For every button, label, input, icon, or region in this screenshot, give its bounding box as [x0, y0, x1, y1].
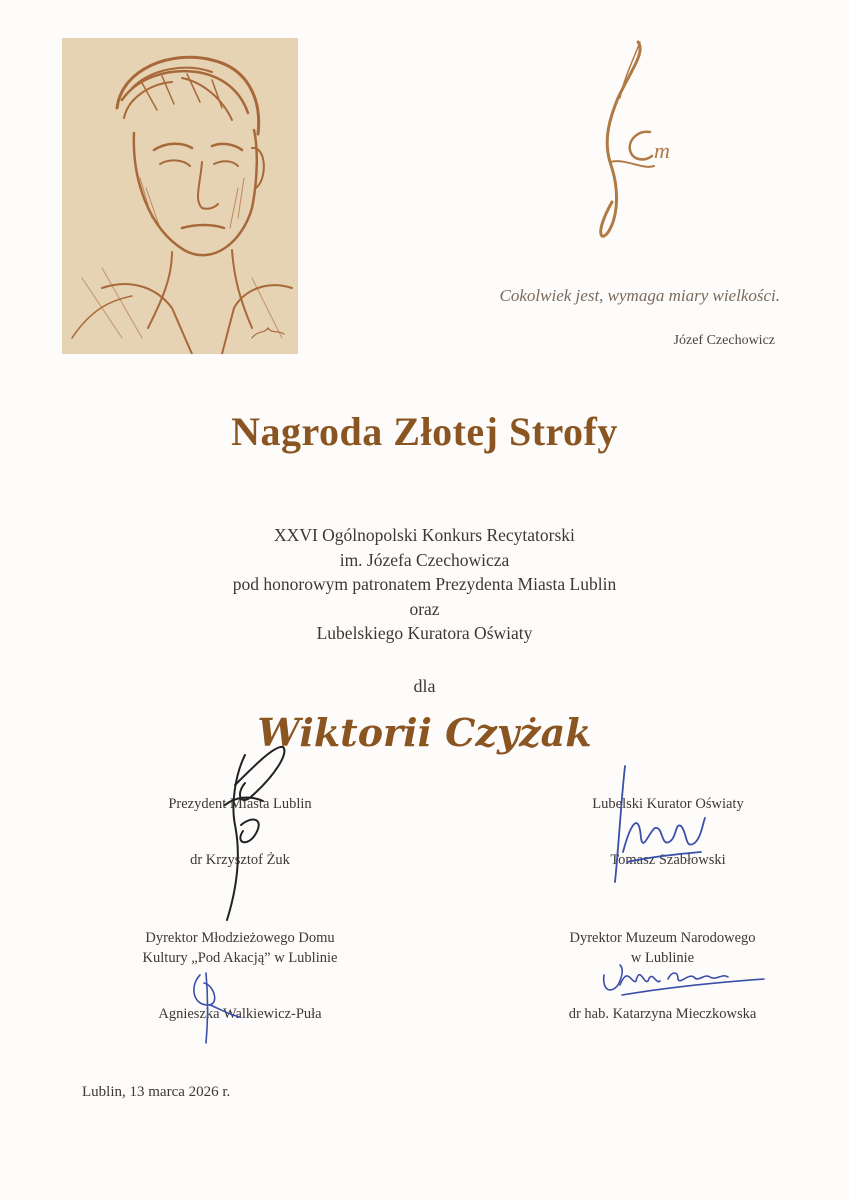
signatory-role-mayor: Prezydent Miasta Lublin: [168, 796, 312, 812]
description-line: XXVI Ogólnopolski Konkurs Recytatorski: [274, 525, 575, 545]
jc-monogram-logo-icon: [580, 38, 690, 243]
award-title: Nagroda Złotej Strofy: [231, 409, 618, 454]
handwritten-signature-mayor: [205, 735, 295, 925]
competition-description: [0, 523, 849, 646]
description-line: Lubelskiego Kuratora Oświaty: [316, 623, 533, 643]
signatory-role-youth-center: Dyrektor Młodzieżowego Domu Kultury „Pod Akacją” w Lublinie: [142, 930, 338, 966]
signatory-name-mayor: dr Krzysztof Żuk: [190, 852, 290, 868]
epigraph-author: Józef Czechowicz: [673, 333, 775, 348]
description-line: oraz: [409, 598, 440, 619]
description-line: pod honorowym patronatem Prezydenta Miasta Lublin: [232, 574, 617, 594]
signatory-role-museum: Dyrektor Muzeum Narodowego w Lublinie: [569, 930, 756, 966]
epigraph-quote: Cokolwiek jest, wymaga miary wielkości.: [499, 286, 780, 305]
recipient-name: Wiktorii Czyżak: [257, 710, 592, 755]
dedication-word: dla: [413, 676, 436, 696]
signatory-role-curator: Lubelski Kurator Oświaty: [592, 796, 744, 812]
svg-text:m: m: [654, 138, 670, 163]
signatory-name-museum: dr hab. Katarzyna Mieczkowska: [568, 1006, 757, 1022]
issue-date: Lublin, 13 marca 2026 r.: [82, 1084, 231, 1100]
signatory-name-curator: Tomasz Szabłowski: [610, 852, 726, 868]
signatory-name-youth-center: Agnieszka Walkiewicz-Puła: [158, 1006, 322, 1022]
description-line: im. Józefa Czechowicza: [339, 549, 510, 570]
portrait-illustration: [62, 38, 298, 354]
